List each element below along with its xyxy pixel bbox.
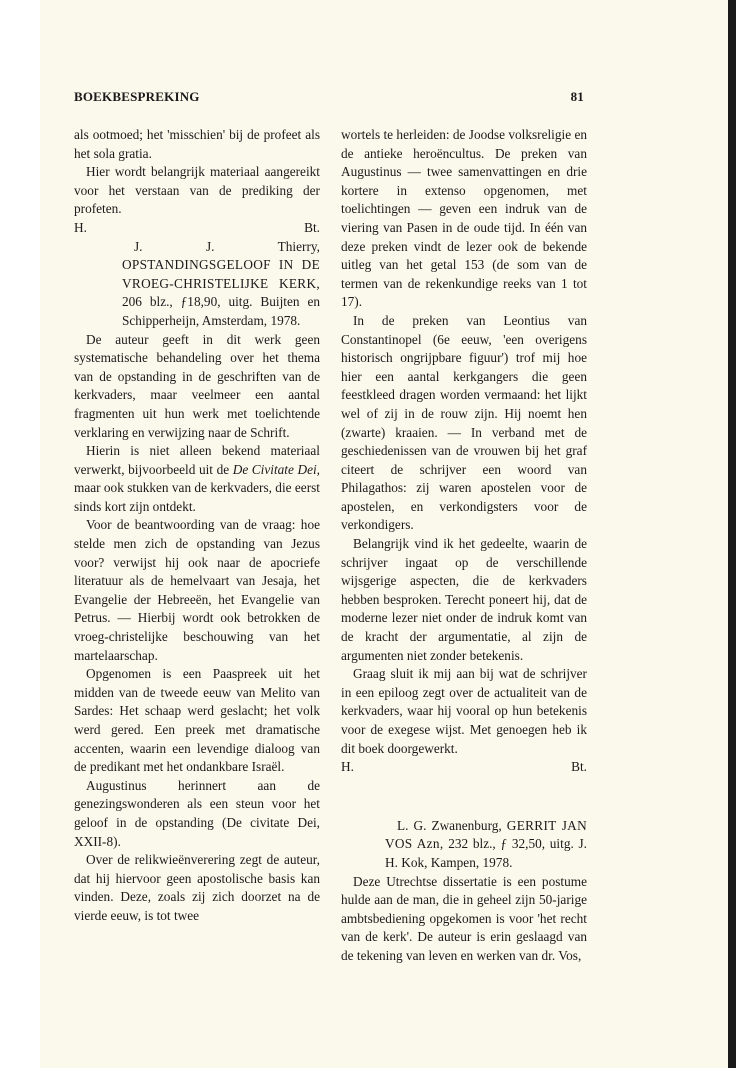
review-signature (74, 219, 320, 238)
paragraph: Voor de beantwoording van de vraag: hoe stelde men zich de opstanding van Jezus voor? verwijst hij ook naar de apocriefe literatuur als de hemelvaart van Jesaja, het Evangelie der Hebreeën, het Evangelie van Petrus. — Hierbij wordt ook betrokken de vroeg-christelijke beschouwing van het martelaarschap. (74, 517, 320, 663)
right-column (341, 126, 587, 966)
page-number: 81 (570, 89, 584, 104)
paragraph: Opgenomen is een Paaspreek uit het midden van de tweede eeuw van Melito van Sardes: Het schaap werd geslacht; het volk werd gered. Een preek met dramatische accenten, waarin een levendige dialoog van de predikant met het ondankbare Israël. (74, 666, 320, 775)
paragraph (74, 442, 320, 516)
signature-reviewer: Bt. (304, 219, 320, 235)
signature-reviewer: Bt. (571, 759, 587, 775)
paragraph: Graag sluit ik mij aan bij wat de schrijver in een epiloog zegt over de actualiteit van de kerkvaders, waar hij vooral op hun betekenis voor de exegese wijst. Met genoegen heb ik dit boek doorgewerkt. (341, 666, 587, 756)
paragraph: als ootmoed; het 'misschien' bij de profeet als het sola gratia. (74, 127, 320, 161)
book-details: 232 blz., ƒ 32,50, uitg. J. H. Kok, Kampen, 1978. (385, 836, 587, 870)
paragraph: In de preken van Leontius van Constantinopel (6e eeuw, 'een overigens historisch ongrijpbare figuur') trof mij hoe hier een aantal kerkgangers die geen feestkleed dragen worden vermaand: het lijkt wel of zij in de rouw zijn. Hij noemt hen (zwarte) kraaien. — In verband met de geschiedenissen van de vrouwen bij het graf citeert de schrijver een woord van Philagathos: zij waren apostelen voor de apostelen, en verkondigsters voor de verkondigers. (341, 312, 587, 533)
page-edge-rule (728, 0, 736, 1068)
book-author: J. J. Thierry, (134, 238, 320, 254)
book-details: 206 blz., ƒ18,90, uitg. Buijten en Schipperheijn, Amsterdam, 1978. (122, 294, 320, 328)
paragraph: wortels te herleiden: de Joodse volksreligie en de antieke heroëncultus. De preken van Augustinus — twee samenvattingen en drie kortere in extenso opgenomen, met toelichtingen — geven een indruk van de viering van Pasen in de oude tijd. In één van deze preken vindt de lezer ook de bekende uitleg van het getal 153 (de som van de termen van de rekenkundige reeks van 1 tot 17). (341, 127, 587, 310)
book-heading (341, 817, 587, 873)
book-title: OPSTANDINGSGELOOF IN DE VROEG-CHRISTELIJKE KERK, (122, 257, 320, 291)
signature-initial: H. (74, 219, 87, 235)
italic-title: De Civitate Dei, (232, 461, 321, 477)
paragraph: De auteur geeft in dit werk geen systematische behandeling over het thema van de opstanding in de geschriften van de kerkvaders, maar veelmeer een aantal fragmenten uit hun werk met toelichtende verklaring en verwijzing naar de Schrift. (74, 331, 320, 440)
paragraph: Deze Utrechtse dissertatie is een postume hulde aan de man, die in geheel zijn 50-jarige ambtsbediening opgekomen is voor 'het recht van de kerk'. De auteur is erin geslaagd van de tekening van leven en werken van dr. Vos, (341, 873, 587, 963)
book-title: GERRIT JAN VOS Azn, (385, 817, 587, 852)
paragraph: Hier wordt belangrijk materiaal aangereikt voor het verstaan van de prediking der profeten. (74, 164, 320, 217)
review-signature (341, 758, 587, 777)
book-heading (74, 238, 320, 331)
section-title: BOEKBESPREKING (74, 89, 200, 104)
paragraph-text: Hierin is niet alleen bekend materiaal verwerkt, bijvoorbeeld uit de (74, 443, 320, 477)
paragraph: Over de relikwieënverering zegt de auteur, dat hij hiervoor geen apostolische basis kan vinden. Deze, zoals zij zich doorzet na de vierde eeuw, is tot twee (74, 852, 320, 923)
paragraph-text: maar ook stukken van de kerkvaders, die eerst sinds kort zijn ontdekt. (74, 480, 320, 514)
signature-initial: H. (341, 759, 354, 775)
book-author: L. G. Zwanenburg, (397, 817, 502, 833)
paragraph: Augustinus herinnert aan de genezingswonderen als een steun voor het geloof in de opstanding (De civitate Dei, XXII-8). (74, 777, 320, 849)
paragraph: Belangrijk vind ik het gedeelte, waarin de schrijver ingaat op de verschillende wijsgerige aspecten, die de kerkvaders hebben besproken. Terecht poneert hij, dat de moderne lezer niet onder de indruk komt van de kracht der argumentatie, al zijn de argumenten niet zonder betekenis. (341, 536, 587, 663)
left-column (74, 126, 320, 926)
running-head (74, 89, 584, 105)
